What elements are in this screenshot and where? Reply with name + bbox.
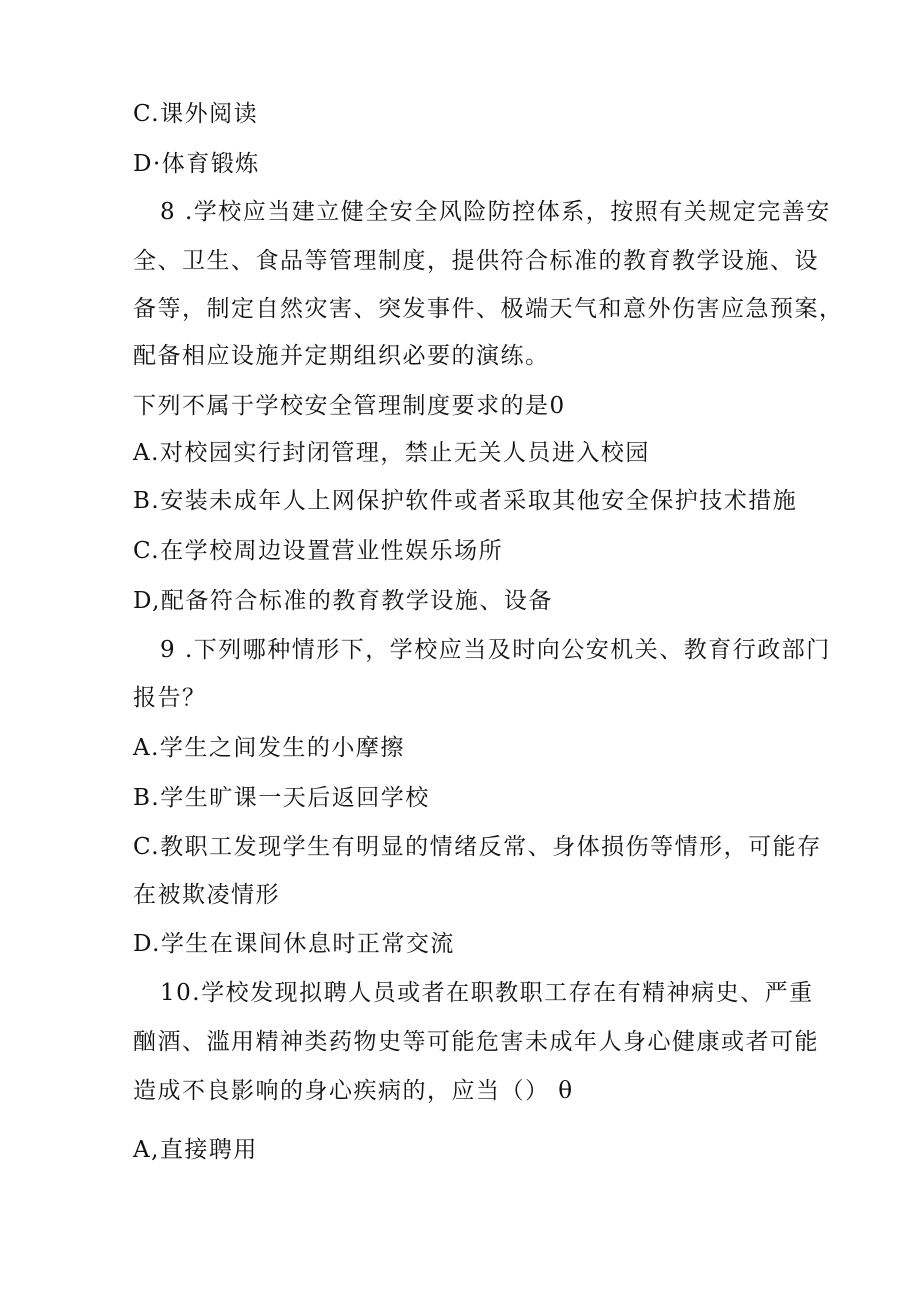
- question-10-line-1: 10.学校发现拟聘人员或者在职教职工存在有精神病史、严重: [160, 980, 814, 1006]
- option-a-q10: A,直接聘用: [133, 1137, 258, 1163]
- option-d-q8: D,配备符合标准的教育教学设施、设备: [133, 588, 553, 614]
- question-8-prompt: 下列不属于学校安全管理制度要求的是0: [133, 393, 566, 419]
- question-8-line-1: 8 .学校应当建立健全安全风险防控体系，按照有关规定完善安: [160, 199, 831, 225]
- question-9-line-1: 9 .下列哪种情形下，学校应当及时向公安机关、教育行政部门: [160, 637, 831, 663]
- question-9-line-2: 报告？: [133, 685, 207, 711]
- option-d-q9: D.学生在课间休息时正常交流: [133, 931, 455, 957]
- option-d-q7: D·体育锻炼: [133, 151, 260, 177]
- option-c-q9-line-1: C.教职工发现学生有明显的情绪反常、身体损伤等情形，可能存: [133, 834, 822, 860]
- option-b-q8: B.安装未成年人上网保护软件或者采取其他安全保护技术措施: [133, 488, 798, 514]
- option-c-q8: C.在学校周边设置营业性娱乐场所: [133, 538, 504, 564]
- question-10-line-2: 酗酒、滥用精神类药物史等可能危害未成年人身心健康或者可能: [133, 1029, 819, 1055]
- option-b-q9: B.学生旷课一天后返回学校: [133, 785, 430, 811]
- option-a-q9: A.学生之间发生的小摩擦: [133, 735, 405, 761]
- question-8-line-4: 配备相应设施并定期组织必要的演练。: [133, 343, 550, 369]
- question-8-line-3: 备等，制定自然灾害、突发事件、极端天气和意外伤害应急预案，: [133, 296, 844, 322]
- question-8-line-2: 全、卫生、食品等管理制度，提供符合标准的教育教学设施、设: [133, 248, 819, 274]
- question-10-line-3: 造成不良影响的身心疾病的，应当（） θ: [133, 1078, 574, 1104]
- option-a-q8: A.对校园实行封闭管理，禁止无关人员进入校园: [133, 440, 650, 466]
- option-c-q7: C.课外阅读: [133, 101, 259, 127]
- option-c-q9-line-2: 在被欺凌情形: [133, 882, 280, 908]
